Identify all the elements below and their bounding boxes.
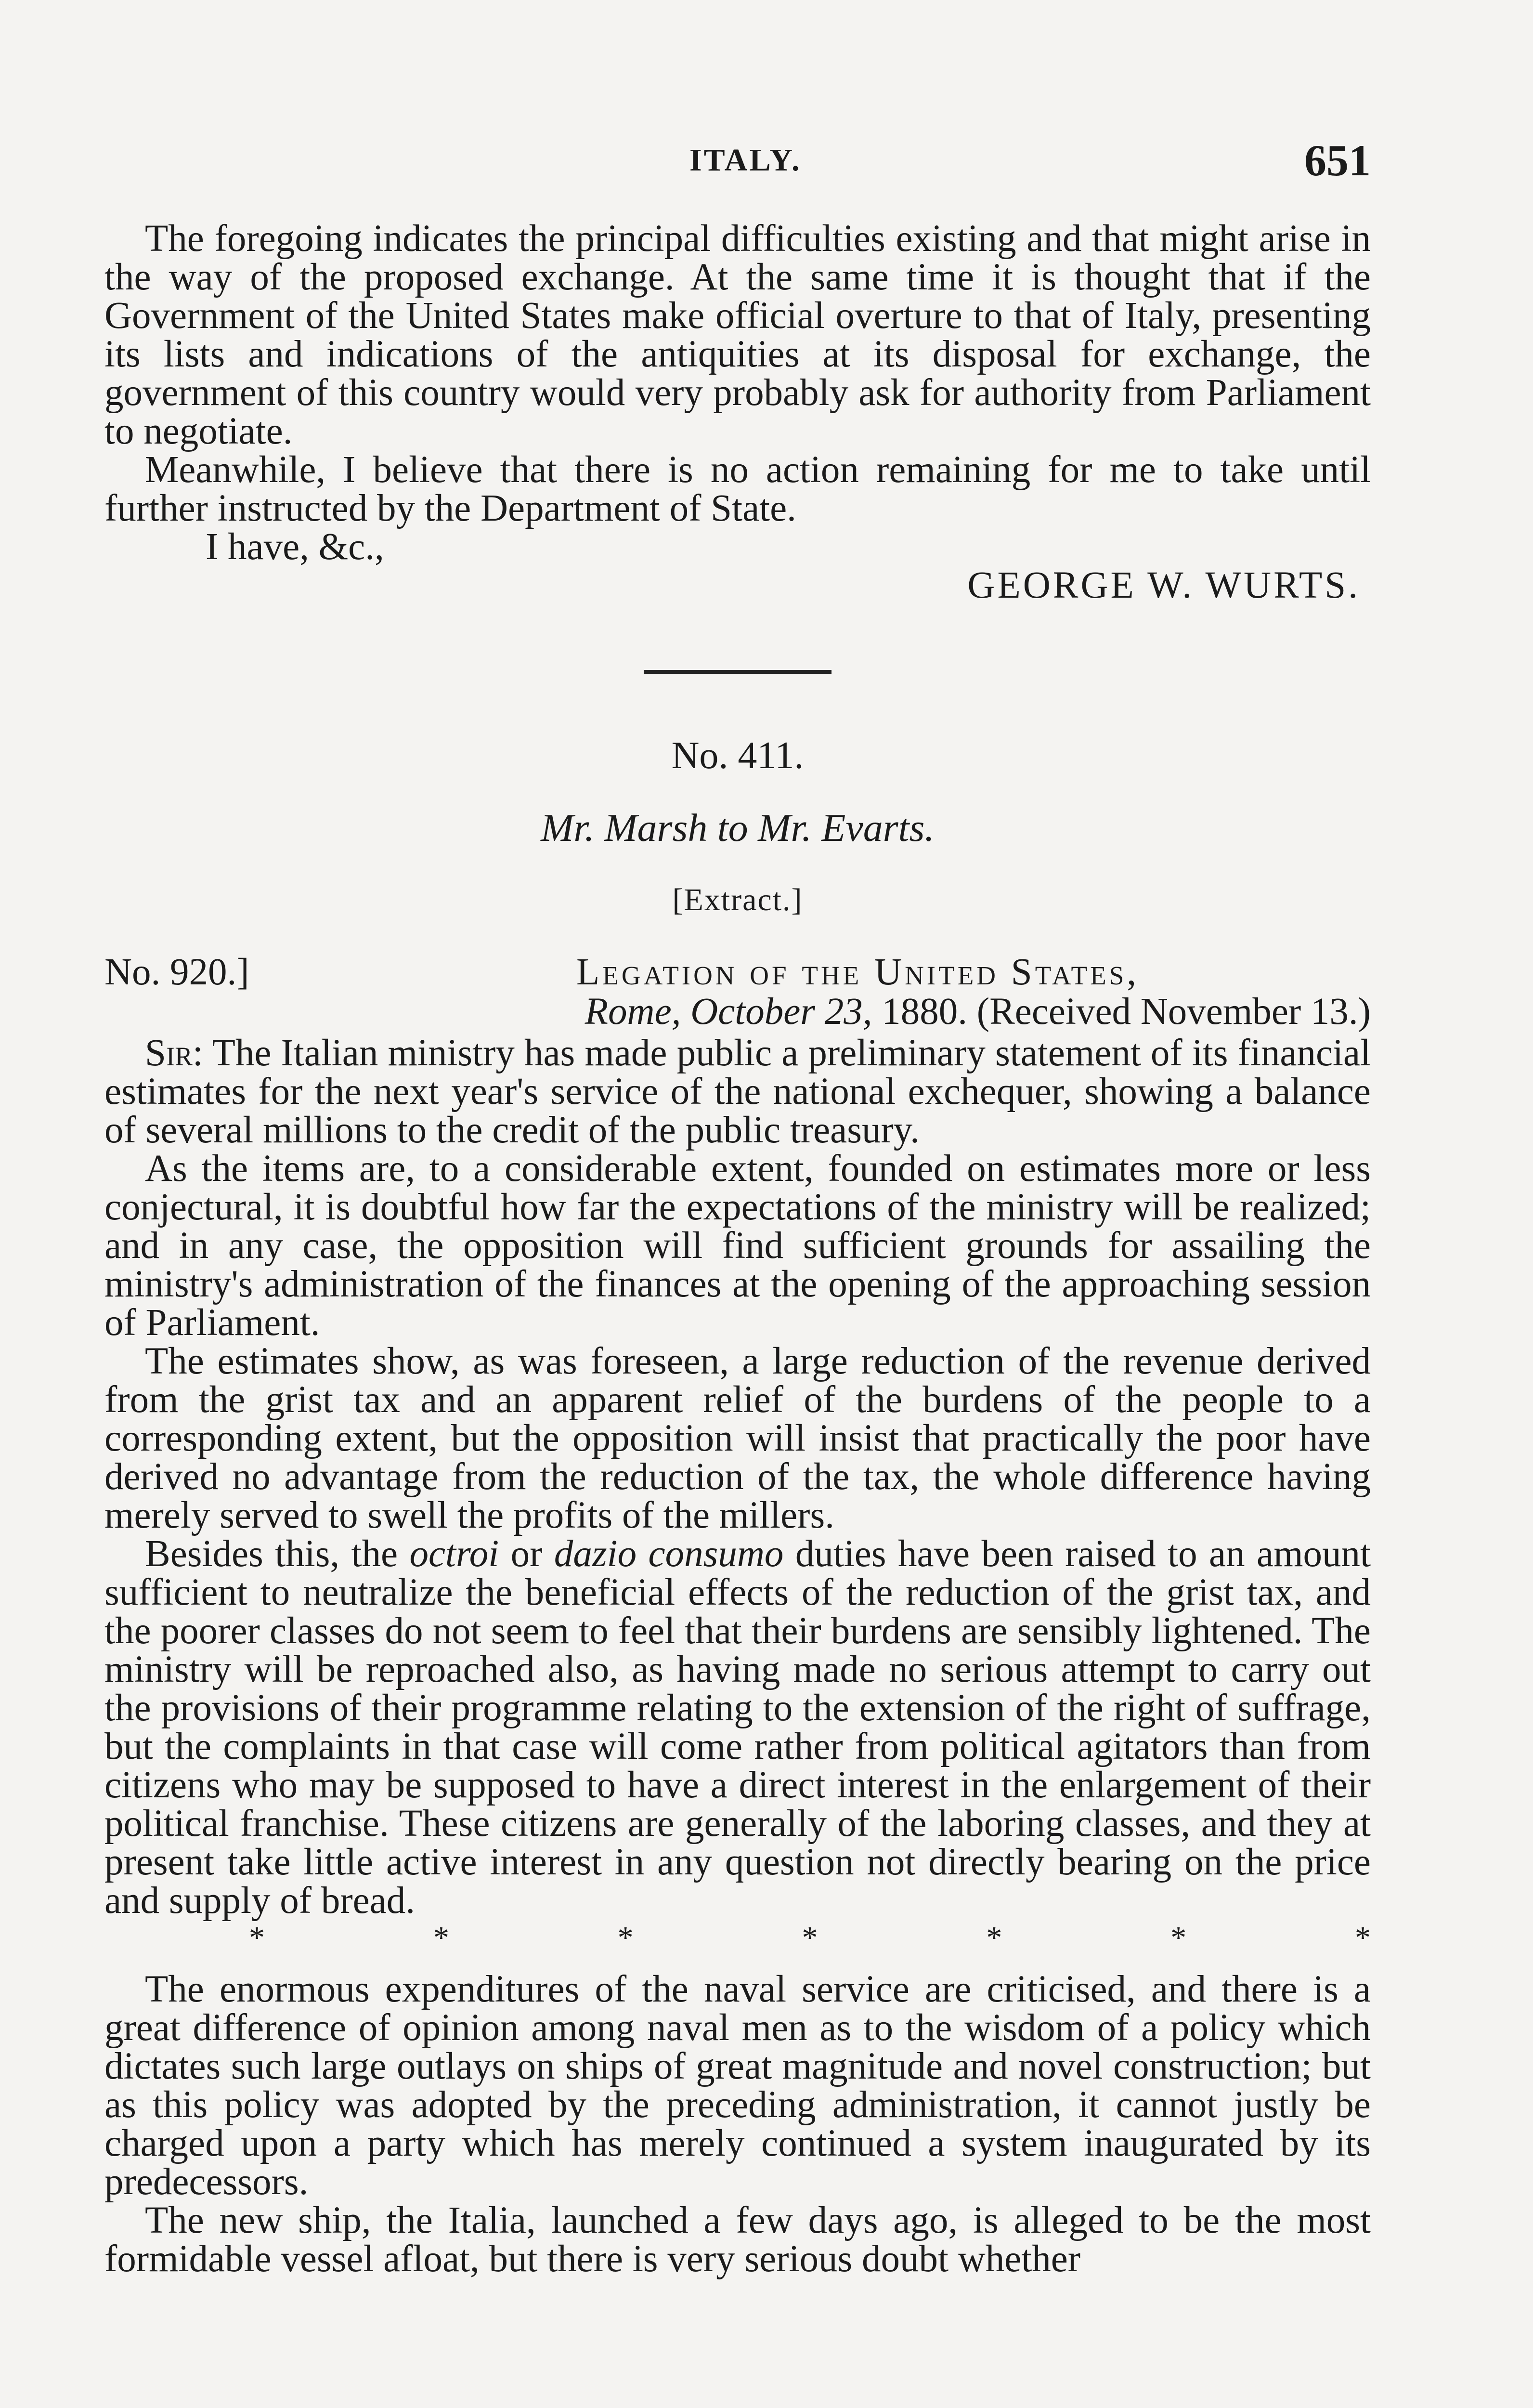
letter-paragraph-4-rest: duties have been raised to an amount sufficient to neutralize the beneficial effects of the reduction of the grist tax, and the poorer classes do not seem to feel that their burdens are sensibly lightened. The ministry will be reproached also, as having made no serious attempt to carry out the provisions of their programme relating to the extension of the right of suffrage, but the complaints in that case will come rather from political agitators than from citizens who may be supposed to have a direct interest in the enlargement of their political franchise. These citizens are generally of the laboring classes, and they at present take little active interest in any question not directly bearing on the price and supply of bread. xyxy=(104,1533,1371,1922)
word-or: or xyxy=(499,1533,554,1575)
asterisk: * xyxy=(1170,1920,1187,1955)
extract-note: [Extract.] xyxy=(672,882,803,917)
dispatch-number: No. 920.] xyxy=(104,951,249,993)
letter-paragraph-2: As the items are, to a considerable extent, founded on estimates more or less conjectural, it is doubtful how far the expectations of the ministry will be realized; and in any case, the opposition will find sufficient grounds for assailing the ministry's administration of the finances at the opening of the approaching session of Parliament. xyxy=(104,1148,1371,1344)
asterisk: * xyxy=(986,1920,1002,1955)
previous-letter-paragraph-1: The foregoing indicates the principal difficulties existing and that might arise in the way of the proposed exchange. At the same time it is thought that if the Government of the United States make official overture to that of Italy, presenting its lists and indications of the antiquities at its disposal for exchange, the government of this country would very probably ask for authority from Parliament to negotiate. xyxy=(104,218,1371,452)
place-date: Rome, October 23, xyxy=(585,991,872,1033)
letter-paragraph-1 xyxy=(104,1034,1371,1150)
letter-paragraph-1-text: The Italian ministry has made public a preliminary statement of its financial estimates for the next year's service of the national exchequer, showing a balance of several millions to the credit of the public treasury. xyxy=(104,1032,1371,1151)
asterisk: * xyxy=(617,1920,634,1955)
previous-letter-paragraph-2: Meanwhile, I believe that there is no action remaining for me to take until further instructed by the Department of State. xyxy=(104,449,1371,529)
asterisk: * xyxy=(249,1920,265,1955)
letter-paragraph-4-start: Besides this, the xyxy=(145,1533,398,1575)
document-title: Mr. Marsh to Mr. Evarts. xyxy=(541,806,935,850)
dateline xyxy=(104,993,1371,1031)
page-header xyxy=(104,135,1371,188)
page-number: 651 xyxy=(1304,136,1371,185)
asterisk: * xyxy=(802,1920,818,1955)
page-body xyxy=(104,220,1371,2278)
closing: I have, &c., xyxy=(206,526,384,568)
term-octroi: octroi xyxy=(409,1533,499,1575)
running-head: ITALY. xyxy=(689,143,802,178)
salutation: Sir: xyxy=(145,1032,203,1074)
letter-paragraph-6: The new ship, the Italia, launched a few days ago, is alleged to be the most formidable vessel afloat, but there is very serious doubt whether xyxy=(104,2199,1371,2280)
letter-paragraph-4 xyxy=(104,1535,1371,1920)
asterisk-separator xyxy=(104,1921,1371,1955)
section-divider xyxy=(644,670,831,674)
letter-paragraph-3: The estimates show, as was foreseen, a large reduction of the revenue derived from the grist tax and an apparent relief of the burdens of the people to a corresponding extent, but the opposition will insist that practically the poor have derived no advantage from the reduction of the tax, the whole difference having merely served to swell the profits of the millers. xyxy=(104,1340,1371,1536)
legation-heading: Legation of the United States, xyxy=(576,951,1140,993)
signature: GEORGE W. WURTS. xyxy=(967,564,1360,606)
asterisk: * xyxy=(433,1920,449,1955)
term-dazio-consumo: dazio consumo xyxy=(554,1533,784,1575)
document-number: No. 411. xyxy=(671,734,804,777)
dispatch-line xyxy=(104,953,1371,993)
asterisk: * xyxy=(1354,1920,1371,1955)
year-received: 1880. (Received November 13.) xyxy=(882,991,1371,1033)
letter-paragraph-5: The enormous expenditures of the naval service are criticised, and there is a great difference of opinion among naval men as to the wisdom of a policy which dictates such large outlays on ships of great magnitude and novel construction; but as this policy was adopted by the preceding administration, it cannot justly be charged upon a party which has merely continued a system inaugurated by its predecessors. xyxy=(104,1968,1371,2203)
